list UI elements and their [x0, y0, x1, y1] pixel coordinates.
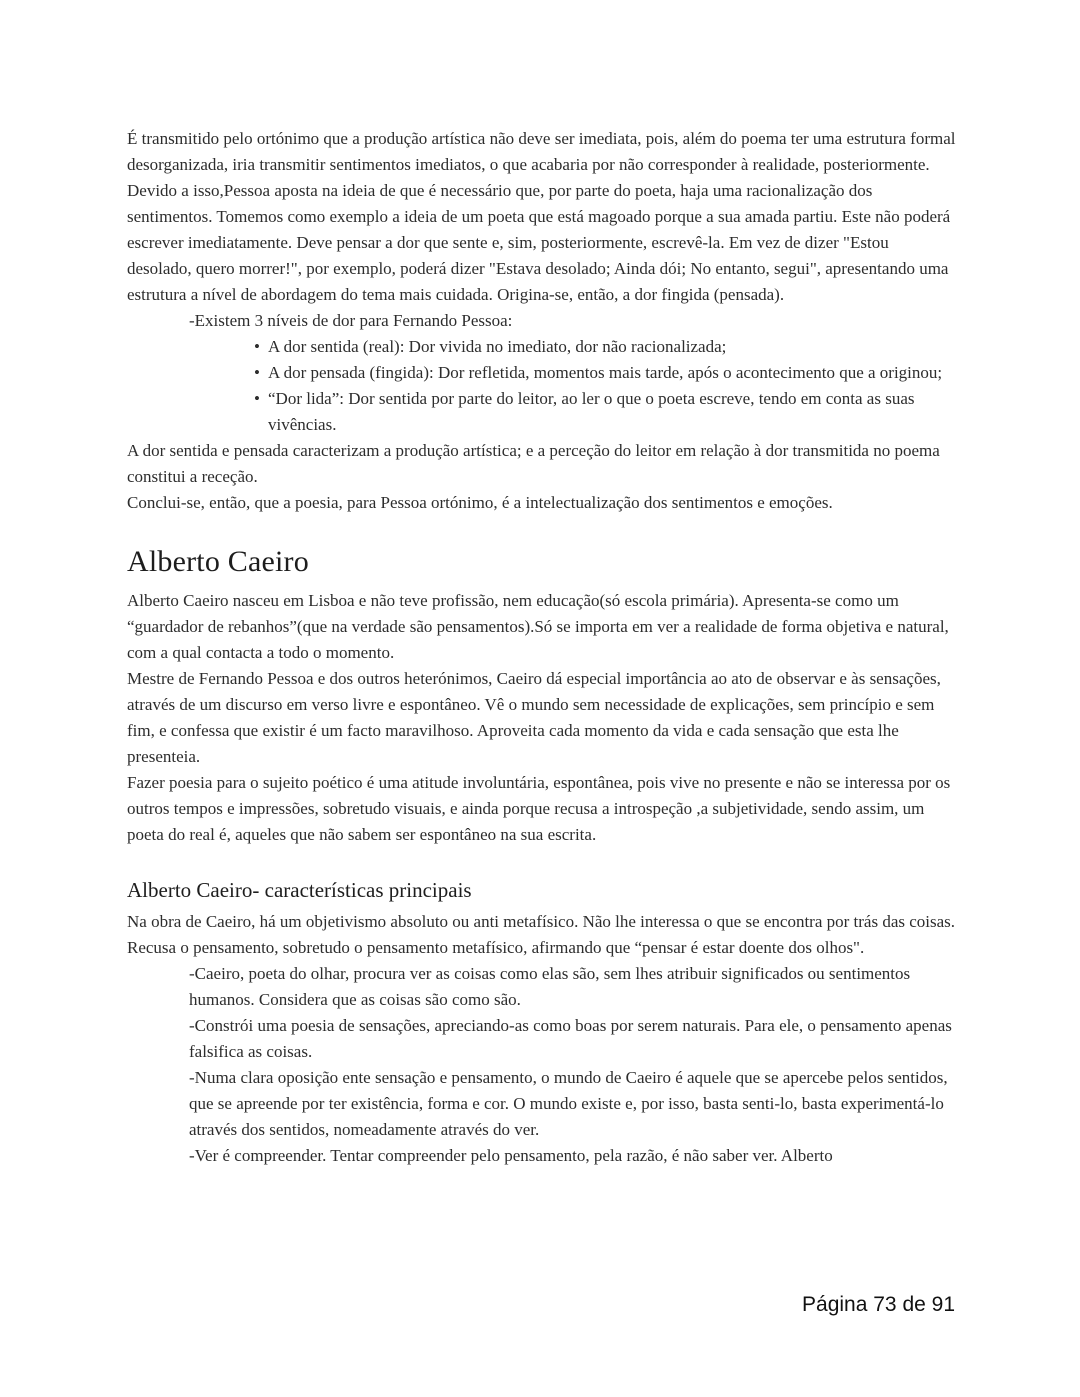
- list-item-oposicao-sensacao-pensamento: -Numa clara oposição ente sensação e pensamento, o mundo de Caeiro é aquele que se apercebe pelos sentidos, que se apreende por ter existência, forma e cor. O mundo existe e, por isso, basta senti-lo, basta experimentá-lo através dos sentidos, nomeadamente através do ver.: [189, 1068, 948, 1139]
- page-number: Página 73 de 91: [802, 1293, 955, 1316]
- paragraph-caeiro-biografia: Alberto Caeiro nasceu em Lisboa e não teve profissão, nem educação(só escola primária). Apresenta-se como um “guardador de rebanhos”(que na verdade são pensamentos).Só se importa em ver a realidade de forma objetiva e natural, com a qual contacta a todo o momento.: [127, 591, 949, 662]
- paragraph-ortonimo-intro: É transmitido pelo ortónimo que a produção artística não deve ser imediata, pois, além do poema ter uma estrutura formal desorganizada, iria transmitir sentimentos imediatos, o que acabaria por não corresponder à realidade, posteriormente. Devido a isso,Pessoa aposta na ideia de que é necessário que, por parte do poeta, haja uma racionalização dos sentimentos. Tomemos como exemplo a ideia de um poeta que está magoado porque a sua amada partiu. Este não poderá escrever imediatamente. Deve pensar a dor que sente e, sim, posteriormente, escrevê-la. Em vez de dizer "Estou desolado, quero morrer!", por exemplo, poderá dizer "Estava desolado; Ainda dói; No entanto, segui", apresentando uma estrutura a nível de abordagem do tema mais cuidada. Origina-se, então, a dor fingida (pensada).: [127, 129, 956, 304]
- list-item-poeta-do-olhar: -Caeiro, poeta do olhar, procura ver as coisas como elas são, sem lhes atribuir significados ou sentimentos humanos. Considera que as coisas são como são.: [189, 964, 911, 1009]
- paragraph-poesia-conclusao: Conclui-se, então, que a poesia, para Pessoa ortónimo, é a intelectualização dos sentimentos e emoções.: [127, 493, 833, 512]
- pain-levels-intro: -Existem 3 níveis de dor para Fernando Pessoa:: [189, 311, 513, 330]
- list-item-dor-pensada: • A dor pensada (fingida): Dor refletida, momentos mais tarde, após o acontecimento que a originou;: [127, 360, 957, 386]
- section-heading-alberto-caeiro: Alberto Caeiro: [127, 545, 309, 578]
- section-heading-caracteristicas-principais: Alberto Caeiro- características principais: [127, 878, 472, 902]
- list-item-dor-lida: • “Dor lida”: Dor sentida por parte do leitor, ao ler o que o poeta escreve, tendo em conta as suas vivências.: [127, 386, 957, 438]
- page-content: [127, 126, 957, 1169]
- paragraph-dor-conclusao: A dor sentida e pensada caracterizam a produção artística; e a perceção do leitor em relação à dor transmitida no poema constitui a receção.: [127, 441, 940, 486]
- list-item-dor-sentida: • A dor sentida (real): Dor vivida no imediato, dor não racionalizada;: [127, 334, 957, 360]
- list-item-ver-e-compreender: -Ver é compreender. Tentar compreender pelo pensamento, pela razão, é não saber ver. Alberto: [189, 1146, 833, 1165]
- list-item-poesia-de-sensacoes: -Constrói uma poesia de sensações, apreciando-as como boas por serem naturais. Para ele, o pensamento apenas falsifica as coisas.: [189, 1016, 952, 1061]
- paragraph-caeiro-fazer-poesia: Fazer poesia para o sujeito poético é uma atitude involuntária, espontânea, pois vive no presente e não se interessa por os outros tempos e impressões, sobretudo visuais, e ainda porque recusa a introspeção ,a subjetividade, sendo assim, um poeta do real é, aqueles que não sabem ser espontâneo na sua escrita.: [127, 773, 951, 844]
- paragraph-caracteristicas-intro: Na obra de Caeiro, há um objetivismo absoluto ou anti metafísico. Não lhe interessa o que se encontra por trás das coisas. Recusa o pensamento, sobretudo o pensamento metafísico, afirmando que “pensar é estar doente dos olhos".: [127, 912, 956, 957]
- paragraph-caeiro-mestre: Mestre de Fernando Pessoa e dos outros heterónimos, Caeiro dá especial importância ao ato de observar e às sensações, através de um discurso em verso livre e espontâneo. Vê o mundo sem necessidade de explicações, sem princípio e sem fim, e confessa que existir é um facto maravilhoso. Aproveita cada momento da vida e cada sensação que esta lhe presenteia.: [127, 669, 941, 766]
